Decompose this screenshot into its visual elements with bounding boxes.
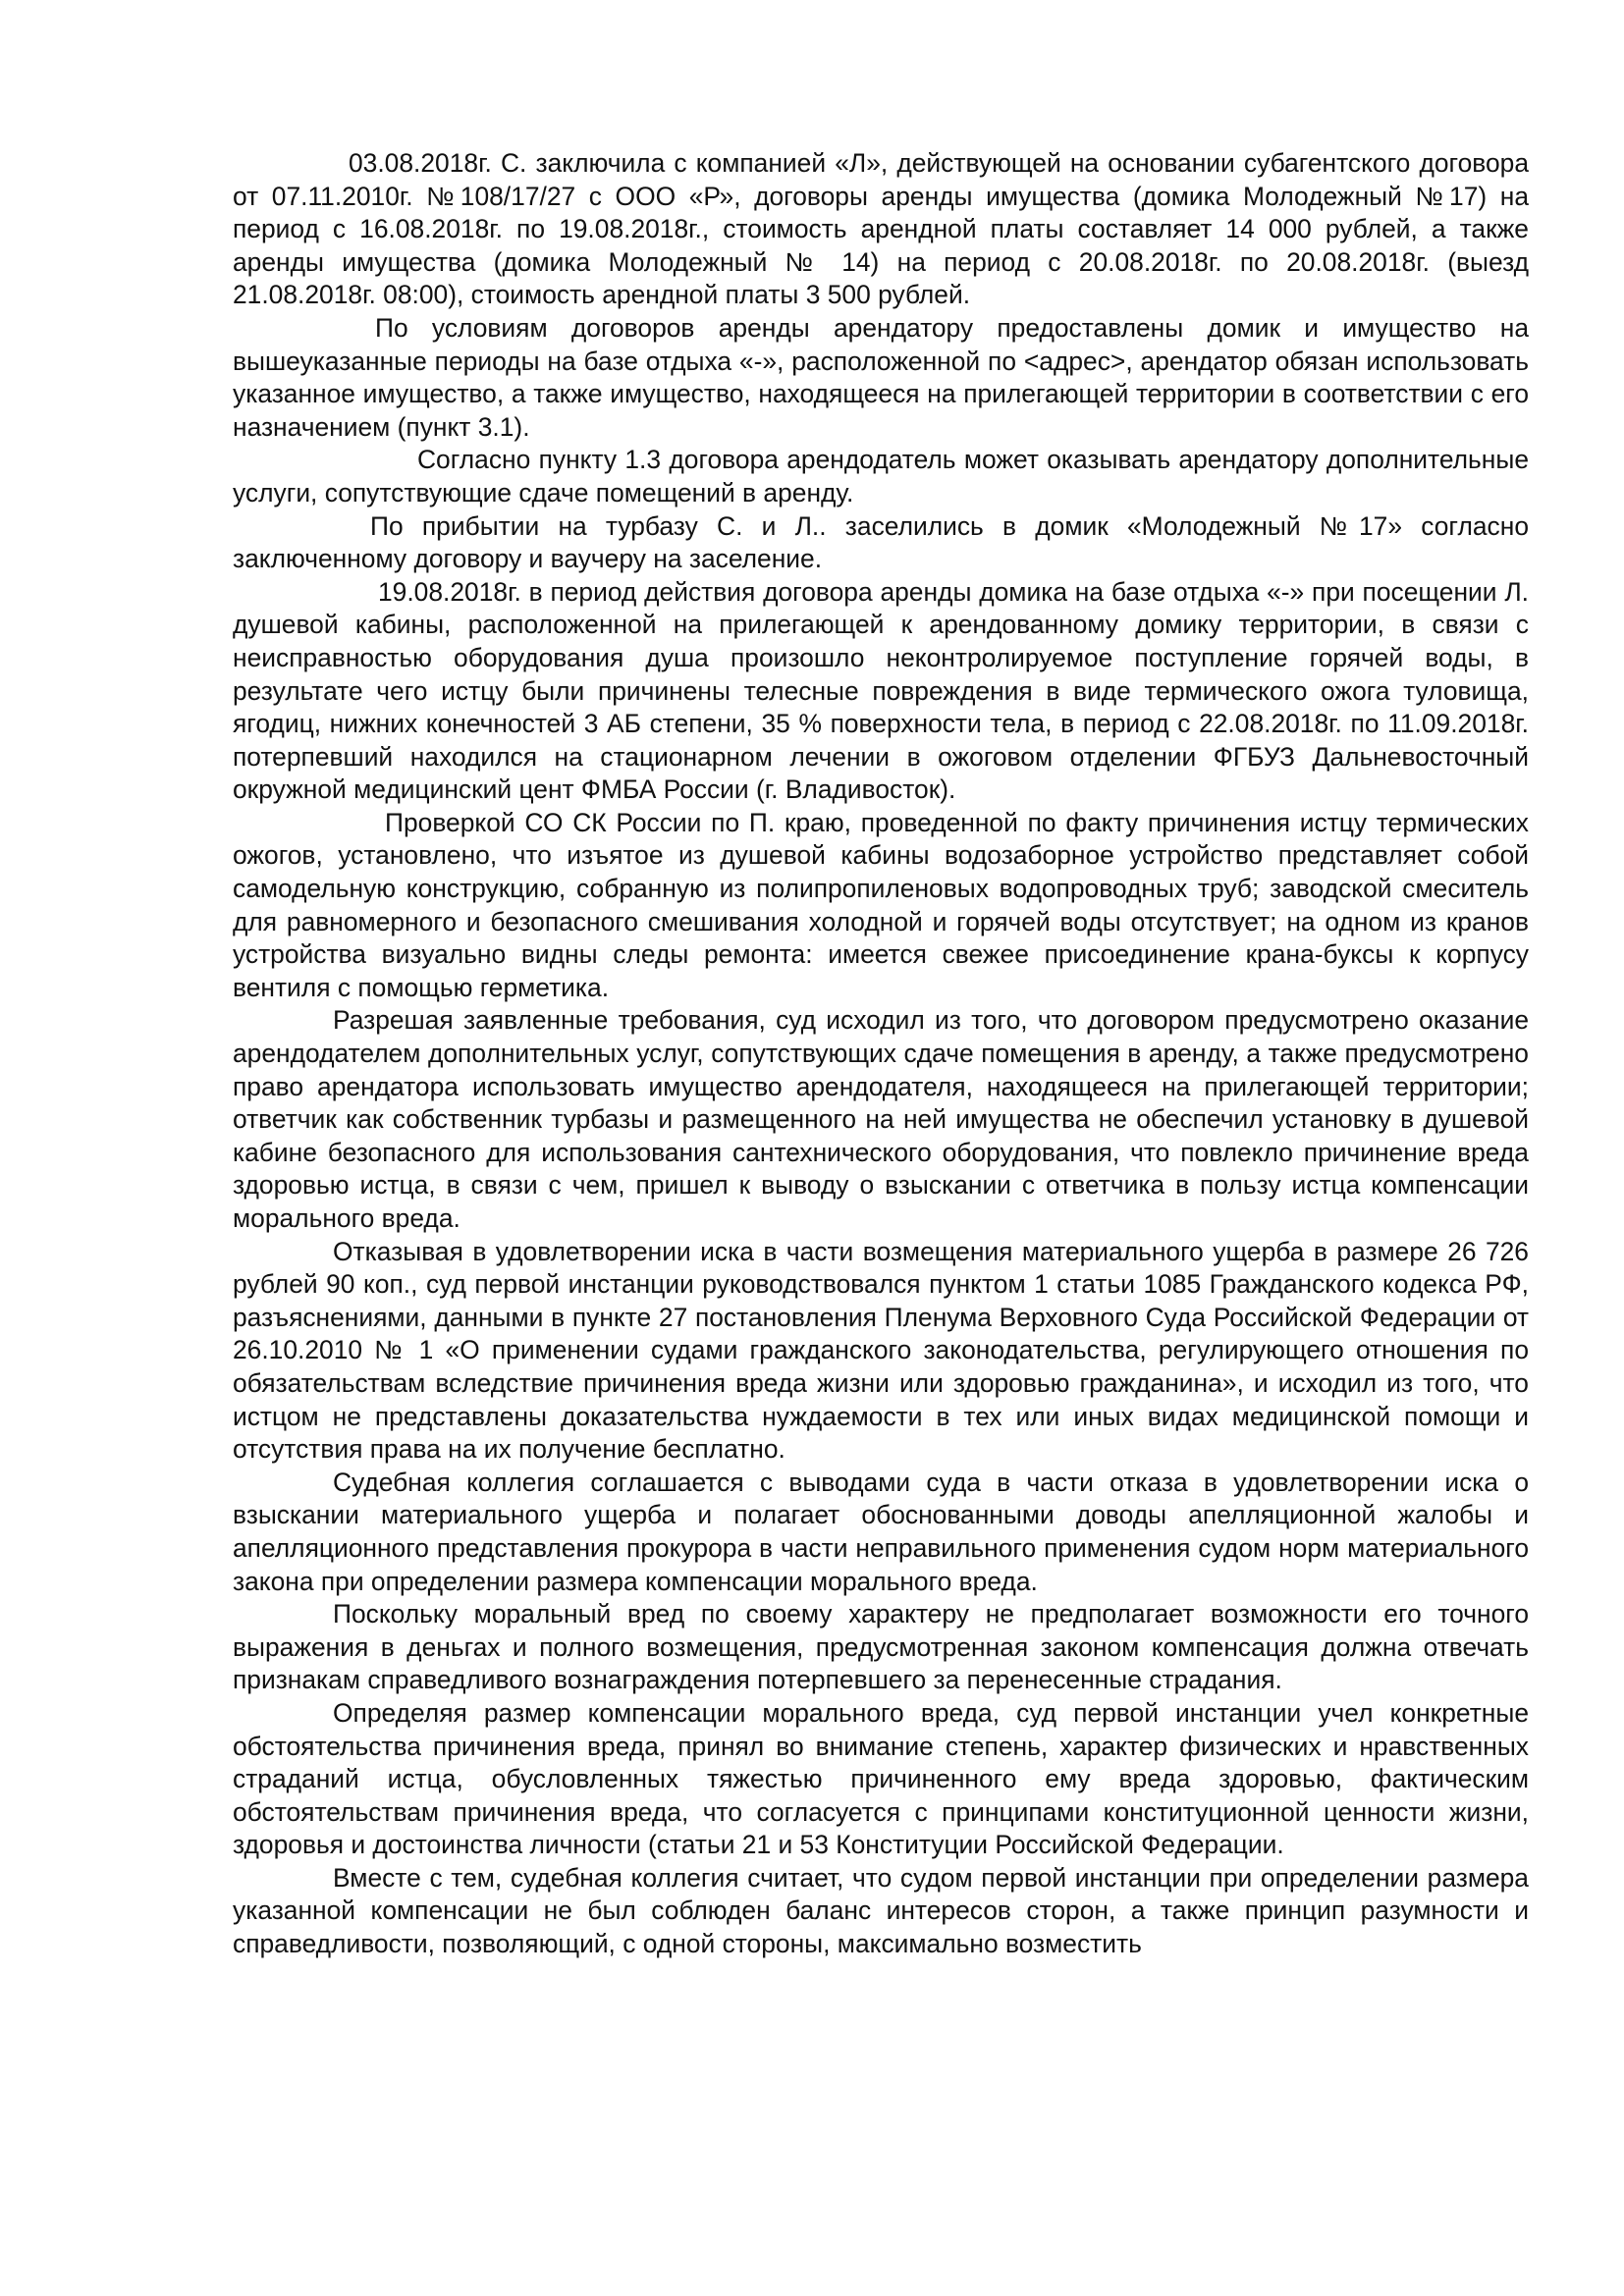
paragraph-10: Поскольку моральный вред по своему характеру не предполагает возможности его точного выражения в деньгах и полного возмещения, предусмотренная законом компенсация должна отвечать признакам справедливого вознаграждения потерпевшего за перенесенные страдания. (233, 1599, 1529, 1695)
paragraph-12: Вместе с тем, судебная коллегия считает, что судом первой инстанции при определении размера указанной компенсации не был соблюден баланс интересов сторон, а также принцип разумности и справедливости, позволяющий, с одной стороны, максимально возместить (233, 1862, 1529, 1959)
paragraph-4: По прибытии на турбазу С. и Л.. заселились в домик «Молодежный №17» согласно заключенному договору и ваучеру на заселение. (233, 510, 1529, 574)
paragraph-5: 19.08.2018г. в период действия договора аренды домика на базе отдыха «-» при посещении Л. душевой кабины, расположенной на прилегающей к арендованному домику территории, в связи с неисправностью оборудования душа произошло неконтролируемое поступление горячей воды, в результате чего истцу были причинены телесные повреждения в виде термического ожога туловища, ягодиц, нижних конечностей 3 АБ степени, 35 % поверхности тела, в период с 22.08.2018г. по 11.09.2018г. потерпевший находился на стационарном лечении в ожоговом отделении ФГБУЗ Дальневосточный окружной медицинский цент ФМБА России (г. Владивосток). (233, 576, 1529, 805)
paragraph-7: Разрешая заявленные требования, суд исходил из того, что договором предусмотрено оказание арендодателем дополнительных услуг, сопутствующих сдаче помещения в аренду, а также предусмотрено право арендатора использовать имущество арендодателя, находящееся на прилегающей территории; ответчик как собственник турбазы и размещенного на ней имущества не обеспечил установку в душевой кабине безопасного для использования сантехнического оборудования, что повлекло причинение вреда здоровью истца, в связи с чем, пришел к выводу о взыскании с ответчика в пользу истца компенсации морального вреда. (233, 1005, 1529, 1233)
paragraph-3: Согласно пункту 1.3 договора арендодатель может оказывать арендатору дополнительные услуги, сопутствующие сдаче помещений в аренду. (233, 445, 1529, 507)
paragraph-2: По условиям договоров аренды арендатору предоставлены домик и имущество на вышеуказанные периоды на базе отдыха «-», расположенной по <адрес>, арендатор обязан использовать указанное имущество, а также имущество, находящееся на прилегающей территории в соответствии с его назначением (пункт 3.1). (233, 312, 1529, 442)
paragraph-6: Проверкой СО СК России по П. краю, проведенной по факту причинения истцу термических ожогов, установлено, что изъятое из душевой кабины водозаборное устройство представляет собой самодельную конструкцию, собранную из полипропиленовых водопроводных труб; заводской смеситель для равномерного и безопасного смешивания холодной и горячей воды отсутствует; на одном из кранов устройства визуально видны следы ремонта: имеется свежее присоединение крана-буксы к корпусу вентиля с помощью герметика. (233, 807, 1529, 1002)
paragraph-1: 03.08.2018г. С. заключила с компанией «Л», действующей на основании субагентского договора от 07.11.2010г. №108/17/27 с ООО «Р», договоры аренды имущества (домика Молодежный №17) на период с 16.08.2018г. по 19.08.2018г., стоимость арендной платы составляет 14 000 рублей, а также аренды имущества (домика Молодежный № 14) на период с 20.08.2018г. по 20.08.2018г. (выезд 21.08.2018г. 08:00), стоимость арендной платы 3 500 рублей. (233, 148, 1529, 310)
document-body (233, 147, 1529, 1961)
paragraph-11: Определяя размер компенсации морального вреда, суд первой инстанции учел конкретные обстоятельства причинения вреда, принял во внимание степень, характер физических и нравственных страданий истца, обусловленных тяжестью причиненного ему вреда здоровью, фактическим обстоятельствам причинения вреда, что согласуется с принципами конституционной ценности жизни, здоровья и достоинства личности (статьи 21 и 53 Конституции Российской Федерации. (233, 1697, 1529, 1860)
paragraph-8: Отказывая в удовлетворении иска в части возмещения материального ущерба в размере 26 726 рублей 90 коп., суд первой инстанции руководствовался пунктом 1 статьи 1085 Гражданского кодекса РФ, разъяснениями, данными в пункте 27 постановления Пленума Верховного Суда Российской Федерации от 26.10.2010 № 1 «О применении судами гражданского законодательства, регулирующего отношения по обязательствам вследствие причинения вреда жизни или здоровью гражданина», и исходил из того, что истцом не представлены доказательства нуждаемости в тех или иных видах медицинской помощи и отсутствия права на их получение бесплатно. (233, 1236, 1529, 1465)
paragraph-9: Судебная коллегия соглашается с выводами суда в части отказа в удовлетворении иска о взыскании материального ущерба и полагает обоснованными доводы апелляционной жалобы и апелляционного представления прокурора в части неправильного применения судом норм материального закона при определении размера компенсации морального вреда. (233, 1467, 1529, 1596)
